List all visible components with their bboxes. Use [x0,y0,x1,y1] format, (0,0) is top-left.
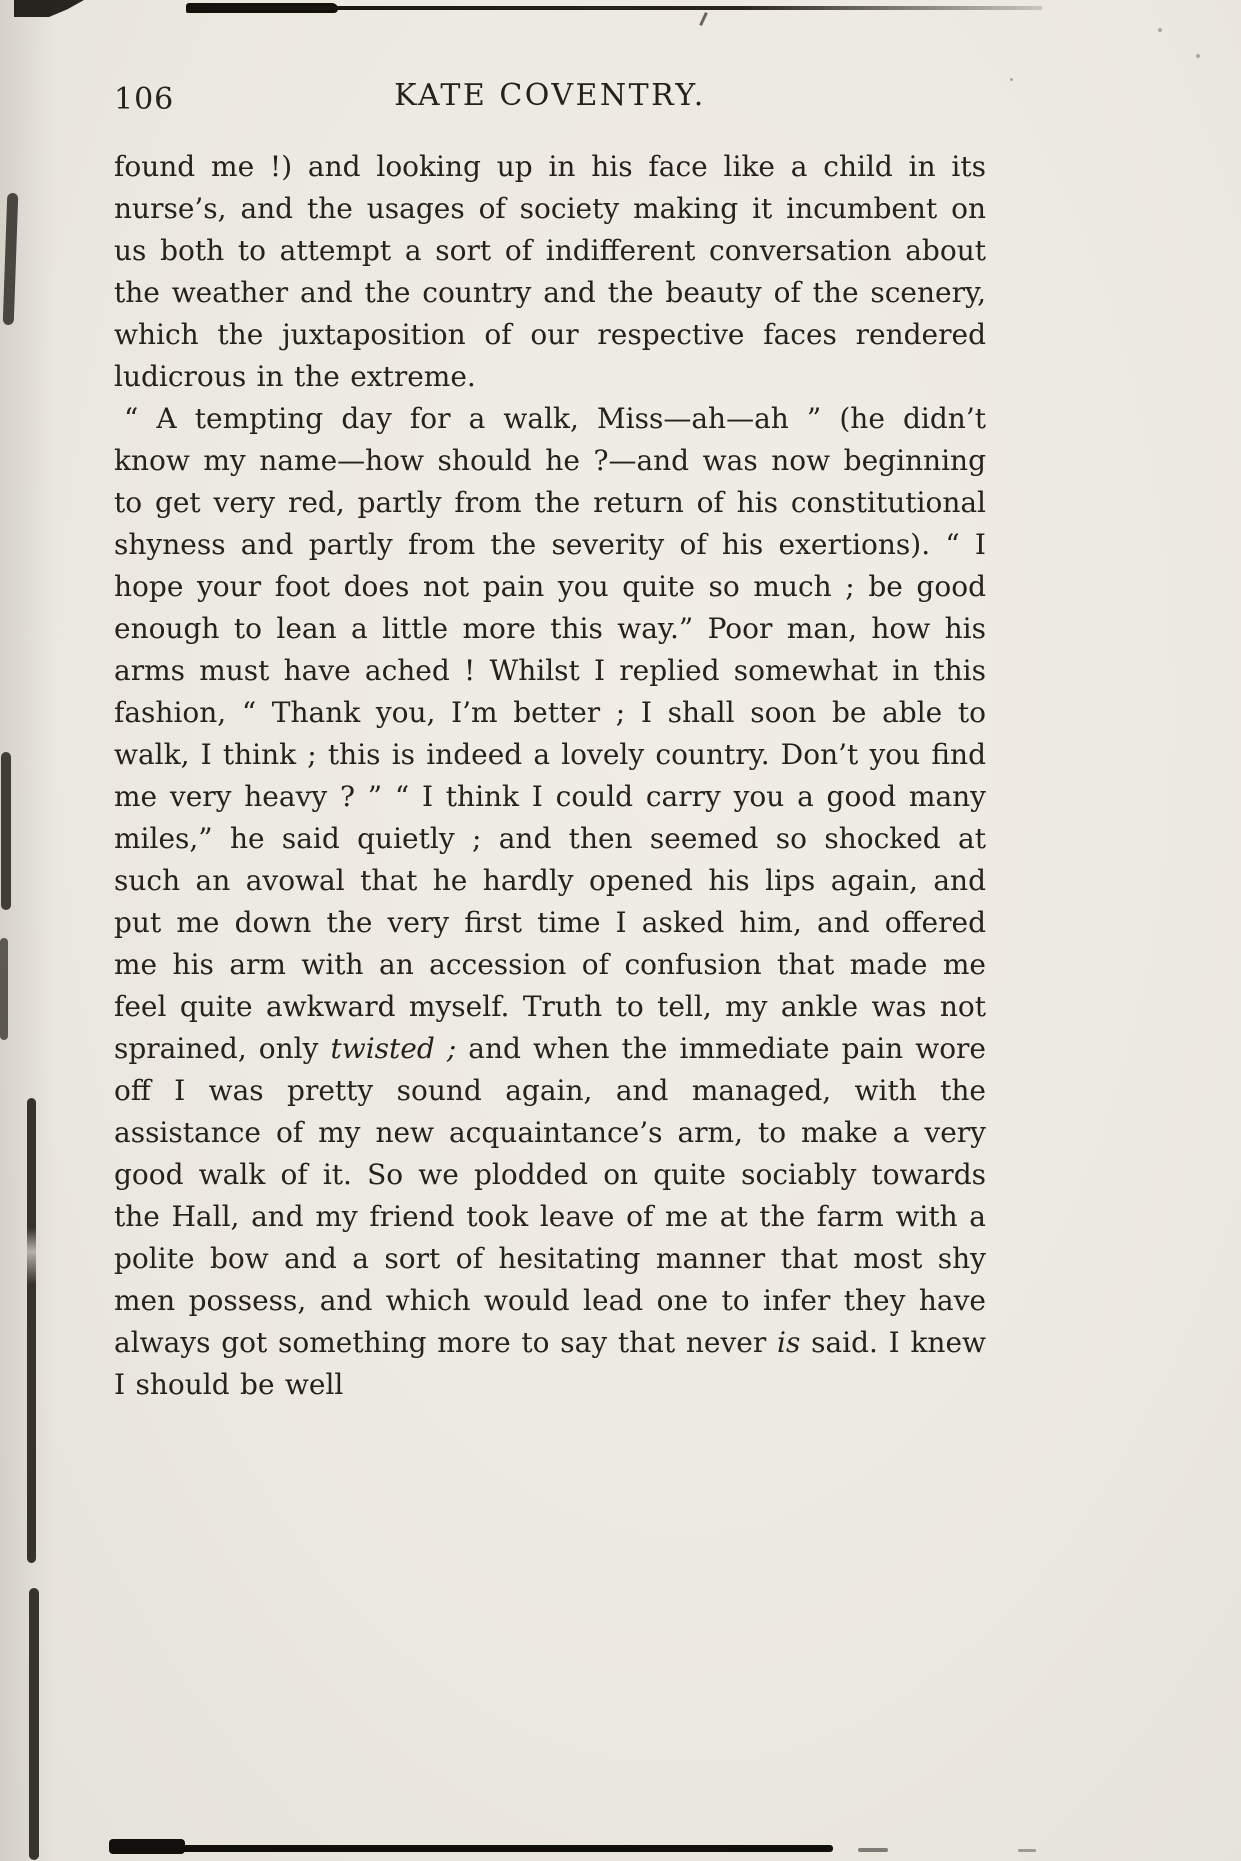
paragraph [114,146,986,398]
page-number: 106 [114,82,175,117]
page-header [114,78,986,126]
scan-artifact-left-mark [1,752,11,910]
scan-artifact-top-line [186,6,1042,10]
scan-artifact-speck [1010,78,1013,81]
page-text [114,146,986,1406]
running-title: KATE COVENTRY. [394,78,706,113]
text-segment: found me !) and looking up in his face like a child in its nurse’s, and the usages of society making it incumbent on us both to attempt a sort of indifferent conversation about the weather and the country and the beauty of the scenery, which the juxtaposition of our respective faces rendered ludicrous in the extreme. [114,150,986,393]
scan-artifact-speck [1158,28,1162,32]
scan-artifact-bottom-blob [109,1839,185,1854]
scan-artifact-bottom-dot [1018,1849,1036,1852]
text-segment-italic: twisted ; [330,1032,457,1065]
scan-artifact-top-line-blob [186,3,338,13]
text-column [114,78,986,1406]
text-segment: said. I knew I should be well [114,1326,986,1401]
scan-artifact-left-streak [27,1098,36,1563]
scan-artifact-bottom-dot [858,1848,888,1852]
text-segment: “ A tempting day for a walk, Miss—ah—ah ” (he didn’t know my name—how should he ?—and was now beginning to get very red, partly from the return of his constitutional shyness and partly from the severity of his exertions). “ I hope your foot does not pain you quite so much ; be good enough to lean a little more this way.” Poor man, how his arms must have ached ! Whilst I replied somewhat in this fashion, “ Thank you, I’m better ; I shall soon be able to walk, I think ; this is indeed a lovely country. Don’t you find me very heavy ? ” “ I think I could carry you a good many miles,” he said quietly ; and then seemed so shocked at such an avowal that he hardly opened his lips again, and put me down the very first time I asked him, and offered me his arm with an accession of confusion that made me feel quite awkward myself. Truth to tell, my ankle was not sprained, only [114,402,986,1065]
scan-artifact-slash-mark [699,12,708,26]
scan-artifact-speck [1196,54,1200,58]
text-segment: and when the immediate pain wore off I was pretty sound again, and managed, with the assistance of my new acquaintance’s arm, to make a very good walk of it. So we plodded on quite sociably towards the Hall, and my friend took leave of me at the farm with a polite bow and a sort of hesitating manner that most shy men possess, and which would lead one to infer they have always got something more to say that never [114,1032,987,1359]
scan-artifact-left-mark [0,938,8,1040]
paragraph [114,398,986,1406]
text-segment-italic: is [777,1326,801,1359]
scan-artifact-left-streak [29,1588,39,1860]
scan-artifact-left-mark [3,193,19,325]
scan-artifact-bottom-line [111,1845,833,1852]
scan-artifact-corner-mark [14,0,84,17]
